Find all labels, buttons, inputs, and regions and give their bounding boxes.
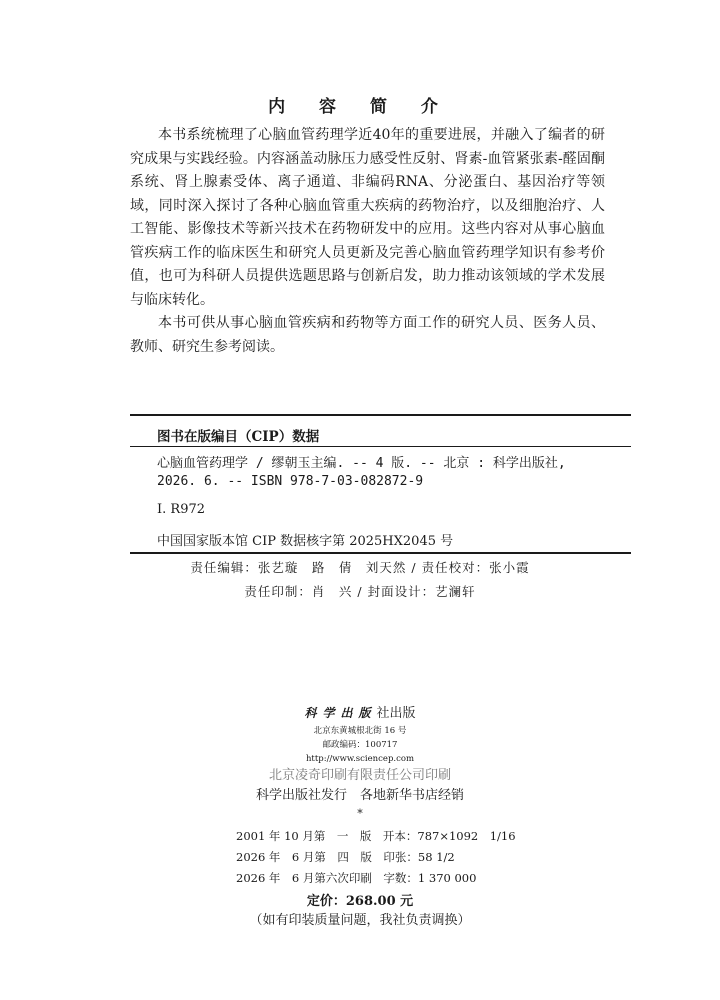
edition-spec: 印张：58 1/2 bbox=[383, 850, 455, 864]
publisher-contact bbox=[0, 724, 720, 766]
publisher-url: http://www.sciencep.com bbox=[305, 754, 415, 764]
edition-spec: 字数：1 370 000 bbox=[383, 871, 477, 885]
edition-row bbox=[236, 849, 455, 865]
publisher-logo: 科学出版 bbox=[304, 706, 377, 720]
edition-row bbox=[236, 828, 516, 844]
edition-date: 2001 年 10 月第 一 版 bbox=[236, 829, 372, 843]
quality-note: （如有印装质量问题，我社负责调换） bbox=[249, 913, 471, 928]
cip-citation-line-2: 2026. 6. -- ISBN 978-7-03-082872-9 bbox=[157, 474, 424, 489]
cip-citation-line-1: 心脑血管药理学 / 缪朝玉主编. -- 4 版. -- 北京 : 科学出版社, bbox=[157, 456, 566, 471]
distribution-line: 科学出版社发行 各地新华书店经销 bbox=[255, 788, 464, 803]
cip-heading: 图书在版编目（CIP）数据 bbox=[157, 429, 320, 445]
staff-line-1: 责任编辑：张艺璇 路 倩 刘天然 / 责任校对：张小霞 bbox=[190, 560, 530, 575]
intro-paragraph-1: 本书系统梳理了心脑血管药理学近40年的重要进展，并融入了编者的研究成果与实践经验。内容涵盖动脉压力感受性反射、肾素-血管紧张素-醛固酮系统、肾上腺素受体、离子通道、非编码RNA、分泌蛋白、基因治疗等领域，同时深入探讨了各种心脑血管重大疾病的药物治疗，以及细胞治疗、人工智能、影像技术等新兴技术在药物研发中的应用。这些内容对从事心脑血管疾病工作的临床医生和研究人员更新及完善心脑血管药理学知识有参考价值，也可为科研人员提供选题思路与创新启发，助力推动该领域的学术发展与临床转化。 bbox=[130, 127, 605, 308]
price: 定价：268.00 元 bbox=[306, 894, 414, 909]
edition-row bbox=[236, 870, 476, 886]
publisher-address: 北京东黄城根北街 16 号 bbox=[313, 726, 407, 736]
publisher-postcode: 邮政编码：100717 bbox=[322, 740, 398, 750]
cip-heading-rule bbox=[130, 446, 631, 447]
page-title: 内 容 简 介 bbox=[268, 97, 452, 117]
cip-record-number: 中国国家版本馆 CIP 数据核字第 2025HX2045 号 bbox=[157, 534, 454, 549]
cip-top-rule bbox=[130, 414, 631, 416]
edition-date: 2026 年 6 月第 四 版 bbox=[236, 850, 372, 864]
cip-bottom-rule bbox=[130, 552, 631, 554]
intro-body bbox=[130, 124, 605, 359]
separator-star: * bbox=[357, 807, 363, 820]
edition-date: 2026 年 6 月第六次印刷 bbox=[236, 871, 372, 885]
publisher-line bbox=[0, 702, 720, 721]
staff-line-2: 责任印制：肖 兴 / 封面设计：艺澜轩 bbox=[244, 584, 476, 599]
edition-spec: 开本：787×1092 1/16 bbox=[382, 829, 516, 843]
printer-line: 北京凌奇印刷有限责任公司印刷 bbox=[268, 768, 451, 783]
cip-classification: Ⅰ. R972 bbox=[157, 502, 206, 517]
publisher-suffix: 社出版 bbox=[376, 706, 416, 721]
intro-paragraph-2: 本书可供从事心脑血管疾病和药物等方面工作的研究人员、医务人员、教师、研究生参考阅读。 bbox=[130, 315, 605, 355]
